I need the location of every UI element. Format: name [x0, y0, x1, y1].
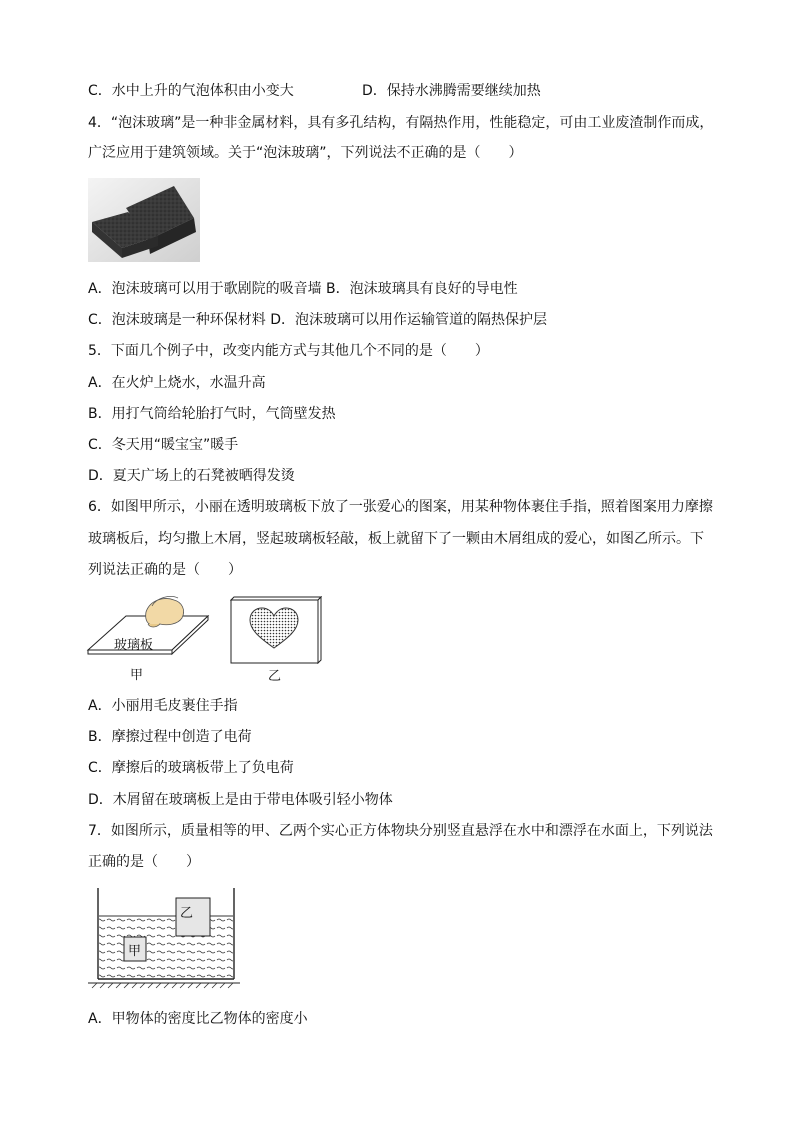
q4-stem-line2: 广泛应用于建筑领域。关于“泡沫玻璃”，下列说法不正确的是（ ）	[88, 145, 523, 161]
q3-option-d: D．保持水沸腾需要继续加热	[362, 83, 541, 99]
q6-option-d: D．木屑留在玻璃板上是由于带电体吸引轻小物体	[88, 792, 393, 808]
q5-option-b: B．用打气筒给轮胎打气时，气筒壁发热	[88, 406, 336, 422]
q5-option-a: A．在火炉上烧水，水温升高	[88, 375, 266, 391]
figure-a-glass-plate	[86, 594, 212, 664]
q6-option-a: A．小丽用毛皮裹住手指	[88, 698, 238, 714]
q5-option-d: D．夏天广场上的石凳被晒得发烫	[88, 468, 295, 484]
q4-stem-line1: 4．“泡沫玻璃”是一种非金属材料，具有多孔结构，有隔热作用，性能稳定，可由工业废渣制作而成，	[88, 115, 714, 131]
q5-stem: 5．下面几个例子中，改变内能方式与其他几个不同的是（ ）	[88, 343, 489, 359]
q7-stem-line1: 7．如图所示，质量相等的甲、乙两个实心正方体物块分别竖直悬浮在水中和漂浮在水面上，下列说法	[88, 823, 713, 839]
block-a-label: 甲	[128, 944, 142, 959]
figure-b-heart-board	[230, 596, 322, 664]
q6-option-b: B．摩擦过程中创造了电荷	[88, 729, 252, 745]
figure-a-caption: 甲	[130, 668, 144, 683]
q4-option-ab: A．泡沫玻璃可以用于歌剧院的吸音墙 B．泡沫玻璃具有良好的导电性	[88, 281, 518, 297]
foam-glass-photo	[88, 178, 200, 262]
q6-stem-line3: 列说法正确的是（ ）	[88, 562, 242, 578]
q7-stem-line2: 正确的是（ ）	[88, 854, 200, 870]
figure-b-caption: 乙	[268, 669, 282, 684]
block-b-label: 乙	[180, 906, 194, 921]
glass-plate-label: 玻璃板	[114, 638, 154, 653]
q4-option-cd: C．泡沫玻璃是一种环保材料 D．泡沫玻璃可以用作运输管道的隔热保护层	[88, 312, 548, 328]
water-container-figure	[86, 884, 242, 990]
q6-stem-line1: 6．如图甲所示，小丽在透明玻璃板下放了一张爱心的图案，用某种物体裹住手指，照着图案用力摩擦	[88, 499, 713, 515]
q5-option-c: C．冬天用“暖宝宝”暖手	[88, 437, 239, 453]
q6-stem-line2: 玻璃板后，均匀撒上木屑，竖起玻璃板轻敲，板上就留下了一颗由木屑组成的爱心，如图乙所示。下	[88, 531, 704, 547]
q7-option-a: A．甲物体的密度比乙物体的密度小	[88, 1011, 308, 1027]
q6-option-c: C．摩擦后的玻璃板带上了负电荷	[88, 760, 294, 776]
q3-option-c: C．水中上升的气泡体积由小变大	[88, 83, 294, 99]
